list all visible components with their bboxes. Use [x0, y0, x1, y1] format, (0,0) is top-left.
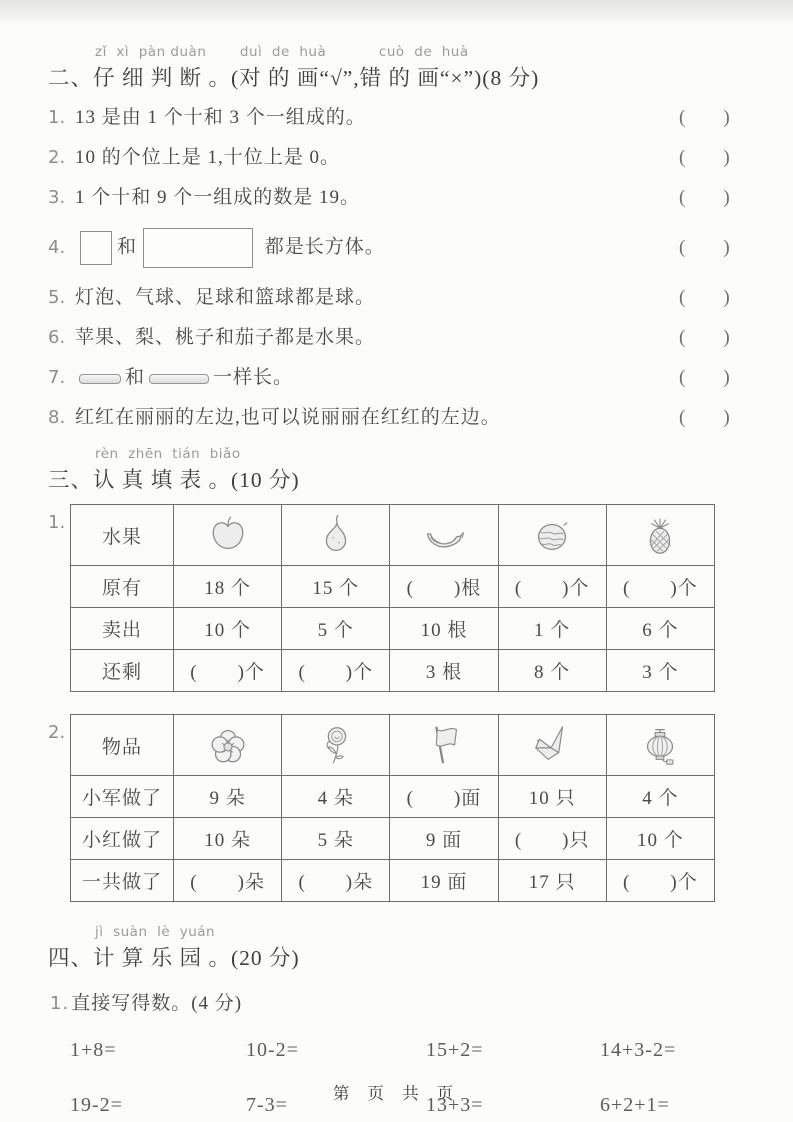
- table-cell: 10 朵: [174, 818, 282, 860]
- item-number: 5.: [48, 287, 66, 308]
- answer-blank[interactable]: ( ): [679, 367, 730, 388]
- table-cell: 19 面: [390, 860, 498, 902]
- table-cell: 3 根: [390, 650, 498, 692]
- table-cell: 10 只: [498, 776, 606, 818]
- table-cell[interactable]: ( )只: [498, 818, 606, 860]
- statement-text: 都是长方体。: [259, 236, 385, 258]
- table-cell: 3 个: [606, 650, 714, 692]
- table-cell[interactable]: ( )个: [498, 566, 606, 608]
- table-cell: 15 个: [282, 566, 390, 608]
- statement-text: 红红在丽丽的左边,也可以说丽丽在红红的左边。: [75, 407, 501, 428]
- statement-text: 灯泡、气球、足球和篮球都是球。: [75, 287, 376, 308]
- section3-pinyin: rèn zhēn tián biǎo: [95, 446, 241, 462]
- table-number: 1.: [48, 512, 66, 533]
- fill-table: [70, 504, 715, 692]
- table-cell[interactable]: ( )个: [606, 860, 714, 902]
- table-row-label: 小军做了: [71, 776, 174, 818]
- fill-table-block: [48, 504, 745, 692]
- long-rod-shape: [149, 374, 209, 384]
- table-cell: 9 面: [390, 818, 498, 860]
- table-row: [71, 776, 715, 818]
- math-problem[interactable]: 15+2=: [426, 1039, 484, 1061]
- plum-blossom-icon: [174, 715, 282, 776]
- statement-text: 10 的个位上是 1,十位上是 0。: [75, 147, 341, 168]
- table-cell[interactable]: ( )个: [174, 650, 282, 692]
- math-problem[interactable]: 13+3=: [426, 1094, 484, 1116]
- table-number: 2.: [48, 722, 66, 743]
- table-row-label: 物品: [71, 715, 174, 776]
- judge-statement: [75, 286, 671, 310]
- item-number: 3.: [48, 187, 66, 208]
- section2-title: 二、仔 细 判 断 。(对 的 画“√”,错 的 画“×”)(8 分): [48, 66, 540, 90]
- table-cell: 17 只: [498, 860, 606, 902]
- answer-blank[interactable]: ( ): [679, 147, 730, 168]
- table-row-label: 还剩: [71, 650, 174, 692]
- table-cell: 8 个: [498, 650, 606, 692]
- paper-crane-icon: [498, 715, 606, 776]
- judge-item: [48, 366, 745, 390]
- table-row: [71, 608, 715, 650]
- statement-text: 13 是由 1 个十和 3 个一组成的。: [75, 107, 366, 128]
- section2-pinyin: zǐ xì pàn duàn duì de huà cuò de huà: [95, 44, 469, 60]
- judge-statement: [75, 106, 671, 130]
- judge-item: [48, 286, 745, 310]
- statement-text: 和: [125, 367, 146, 388]
- judge-item: [48, 146, 745, 170]
- statement-text: 一样长。: [213, 367, 294, 388]
- statement-text: 1 个十和 9 个一组成的数是 19。: [75, 187, 361, 208]
- item-number: 8.: [48, 407, 66, 428]
- judge-item-list: [48, 106, 745, 430]
- table-cell[interactable]: ( )朵: [174, 860, 282, 902]
- judge-statement: [75, 326, 671, 350]
- table-cell: 6 个: [606, 608, 714, 650]
- math-problem[interactable]: 14+3-2=: [600, 1039, 677, 1061]
- rose-icon: [282, 715, 390, 776]
- table-cell: 10 个: [174, 608, 282, 650]
- fill-tables: [48, 504, 745, 902]
- short-rod-shape: [79, 374, 121, 384]
- problem-grid: [70, 1039, 745, 1117]
- table-cell[interactable]: ( )朵: [282, 860, 390, 902]
- table-cell: 1 个: [498, 608, 606, 650]
- table-row: [71, 860, 715, 902]
- math-problem[interactable]: 10-2=: [246, 1039, 299, 1061]
- judge-item: [48, 226, 745, 270]
- statement-text: 苹果、梨、桃子和茄子都是水果。: [75, 327, 376, 348]
- table-cell: 18 个: [174, 566, 282, 608]
- answer-blank[interactable]: ( ): [679, 407, 730, 428]
- math-problem[interactable]: 6+2+1=: [600, 1094, 670, 1116]
- table-row: [71, 650, 715, 692]
- table-cell[interactable]: ( )个: [606, 566, 714, 608]
- section4-pinyin: jì suàn lè yuán: [95, 924, 216, 940]
- table-cell: 9 朵: [174, 776, 282, 818]
- section-judge: [48, 44, 745, 430]
- table-cell[interactable]: ( )根: [390, 566, 498, 608]
- judge-item: [48, 406, 745, 430]
- table-cell[interactable]: ( )个: [282, 650, 390, 692]
- item-number: 1.: [48, 107, 66, 128]
- item-number: 4.: [48, 237, 66, 258]
- math-problem[interactable]: 19-2=: [70, 1094, 123, 1116]
- table-cell: 4 朵: [282, 776, 390, 818]
- pear-icon: [282, 505, 390, 566]
- item-number: 2.: [48, 147, 66, 168]
- table-cell: 10 个: [606, 818, 714, 860]
- fill-table-block: [48, 714, 745, 902]
- calc-sub-text: 直接写得数。(4 分): [71, 993, 243, 1014]
- fill-table: [70, 714, 715, 902]
- math-problem[interactable]: 1+8=: [70, 1039, 117, 1061]
- page-footer: 第 页 共 页: [332, 1084, 461, 1103]
- banana-icon: [390, 505, 498, 566]
- table-row-label: 水果: [71, 505, 174, 566]
- answer-blank[interactable]: ( ): [679, 327, 730, 348]
- judge-statement: [75, 406, 671, 430]
- answer-blank[interactable]: ( ): [679, 187, 730, 208]
- table-row: [71, 566, 715, 608]
- table-cell: 10 根: [390, 608, 498, 650]
- item-number: 7.: [48, 367, 66, 388]
- table-row-label: 一共做了: [71, 860, 174, 902]
- math-problem[interactable]: 7-3=: [246, 1094, 288, 1116]
- section4-title: 四、计 算 乐 园 。(20 分): [48, 946, 300, 970]
- table-cell: 5 朵: [282, 818, 390, 860]
- calc-sub-number: 1.: [50, 993, 70, 1014]
- answer-blank[interactable]: ( ): [679, 237, 730, 258]
- table-row: [71, 818, 715, 860]
- table-cell[interactable]: ( )面: [390, 776, 498, 818]
- answer-blank[interactable]: ( ): [679, 107, 730, 128]
- table-row-label: 原有: [71, 566, 174, 608]
- statement-text: 和: [117, 236, 138, 258]
- section-fill-table: [48, 446, 745, 902]
- judge-item: [48, 186, 745, 210]
- table-cell: 4 个: [606, 776, 714, 818]
- judge-item: [48, 326, 745, 350]
- judge-statement: [75, 226, 671, 270]
- calc-subtitle: [50, 988, 745, 1015]
- rectangle-shape: [143, 228, 253, 268]
- table-row-label: 小红做了: [71, 818, 174, 860]
- apple-icon: [174, 505, 282, 566]
- answer-blank[interactable]: ( ): [679, 287, 730, 308]
- judge-statement: [75, 146, 671, 170]
- pineapple-icon: [606, 505, 714, 566]
- table-row-label: 卖出: [71, 608, 174, 650]
- section3-title: 三、认 真 填 表 。(10 分): [48, 468, 300, 492]
- item-number: 6.: [48, 327, 66, 348]
- lantern-icon: [606, 715, 714, 776]
- judge-statement: [75, 186, 671, 210]
- judge-item: [48, 106, 745, 130]
- watermelon-icon: [498, 505, 606, 566]
- judge-statement: [75, 366, 671, 390]
- square-shape: [80, 231, 112, 265]
- flag-icon: [390, 715, 498, 776]
- table-cell: 5 个: [282, 608, 390, 650]
